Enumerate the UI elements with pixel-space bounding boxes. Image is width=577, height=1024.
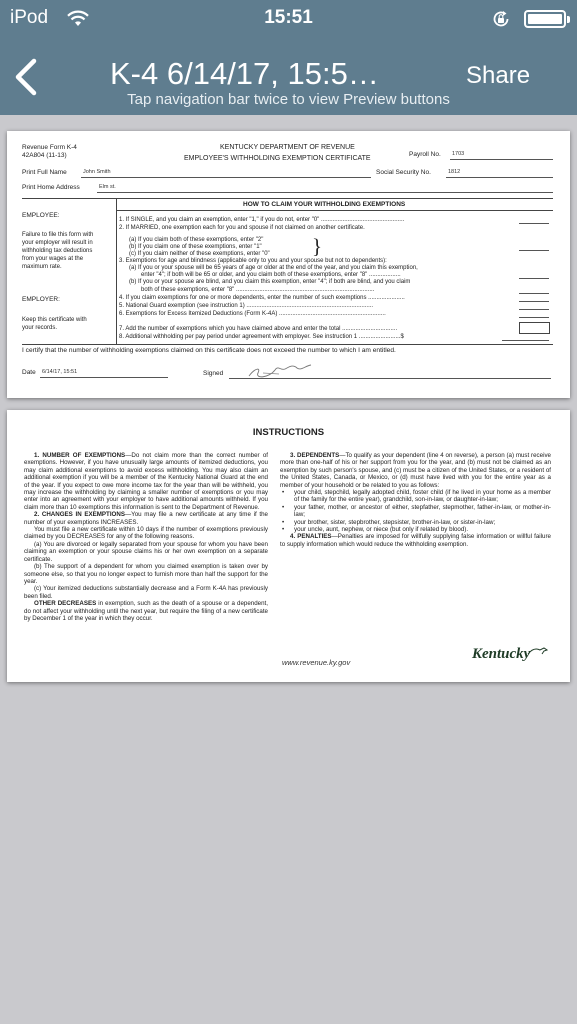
line-3b: (b) If you or your spouse are blind, and you claim this exemption, enter "4"; if both are blind, and you claim bbox=[129, 279, 411, 285]
list-item: • your brother, sister, stepbrother, stepsister, brother-in-law, or sister-in-law; bbox=[280, 519, 551, 526]
ssn-label: Social Security No. bbox=[376, 169, 431, 176]
date-value[interactable]: 6/14/17, 15:51 bbox=[42, 369, 78, 375]
line-8: 8. Additional withholding per pay period under agreement with employer. See instruction 1 .........................$ bbox=[119, 334, 404, 340]
line-2a: (a) If you claim both of these exemptions, enter "2" bbox=[129, 237, 264, 243]
department-name: KENTUCKY DEPARTMENT OF REVENUE bbox=[220, 144, 355, 151]
line-2c: (c) If you claim neither of these exemptions, enter "0" bbox=[129, 251, 270, 257]
line-7: 7. Add the number of exemptions which you have claimed above and enter the total ................................. bbox=[119, 326, 398, 332]
payroll-label: Payroll No. bbox=[409, 151, 441, 158]
navigation-hint: Tap navigation bar twice to view Preview buttons bbox=[127, 91, 450, 108]
list-item: • your child, stepchild, legally adopted child, foster child (if he lived in your home as a member of the family for the entire year), grandchild, son-in-law, or daughter-in-law; bbox=[280, 489, 551, 504]
form-code: Revenue Form K-4 bbox=[22, 144, 77, 151]
line-2: 2. If MARRIED, one exemption each for you and spouse if not claimed on another certificate. bbox=[119, 225, 365, 231]
address-value[interactable]: Elm st. bbox=[99, 184, 116, 190]
document-title[interactable]: K-4 6/14/17, 15:5… bbox=[110, 56, 379, 91]
line-4: 4. If you claim exemptions for one or more dependents, enter the number of such exemptions ...................... bbox=[119, 295, 405, 301]
name-value[interactable]: John Smith bbox=[83, 169, 111, 175]
dependents-list bbox=[280, 489, 551, 533]
instructions-page[interactable] bbox=[7, 410, 570, 682]
line-2b: (b) If you claim one of these exemptions, enter "1" bbox=[129, 244, 262, 250]
signature-image bbox=[245, 359, 315, 381]
navigation-bar[interactable] bbox=[0, 0, 577, 115]
battery-icon bbox=[524, 10, 566, 28]
name-label: Print Full Name bbox=[22, 169, 67, 176]
form-revision: 42A804 (11-13) bbox=[22, 152, 67, 159]
form-subtitle: EMPLOYEE'S WITHHOLDING EXEMPTION CERTIFICATE bbox=[184, 155, 371, 162]
instructions-title: INSTRUCTIONS bbox=[252, 427, 325, 438]
rotation-lock-icon bbox=[491, 9, 511, 29]
line-3: 3. Exemptions for age and blindness (applicable only to you and your spouse but not to dependents): bbox=[119, 258, 387, 264]
line-1: 1. If SINGLE, and you claim an exemption, enter "1," if you do not, enter "0" .................................................. bbox=[119, 217, 405, 223]
status-bar bbox=[0, 0, 577, 38]
payroll-value[interactable]: 1703 bbox=[452, 151, 465, 157]
certification-statement: I certify that the number of withholding exemptions claimed on this certificate does not exceed the number to which I am entitled. bbox=[22, 347, 396, 354]
employer-heading: EMPLOYER: bbox=[22, 296, 60, 303]
share-button[interactable]: Share bbox=[466, 62, 531, 89]
form-page[interactable]: Revenue Form K-4 42A804 (11-13) KENTUCKY DEPARTMENT OF REVENUE EMPLOYEE'S WITHHOLDING EXEMPTION CERTIFICATE Payroll No. 1703 Print Full Name John Smith Social Security No. 1812 Print Home Address Elm st. HOW TO CLAIM YOUR WITHHOLDING EXEMPTIONS EMPLOYEE: Failure to file this form with your employer will result in withholding tax deductions from your wages at the maximum rate. EMPLOYER: Keep this certificate with your records. 1. If SINGLE, and you claim an exemption, enter "1," if you do not, enter "0" .................................................. 2. If MARRIED, one exemption each for you and spouse if not claimed on another certificate. (a) If you claim both of these exemptions, enter "2" (b) If you claim one of these exemptions, enter "1" (c) If you claim neither of these exemptions, enter "0" } 3. Exemptions for age and blindness (applicable only to you and your spouse but not to dependents): (a) If you or your spouse will be 65 years of age or older at the end of the year, and you claim this exemption, enter "4"; if both will be 65 or older, and you claim both of these exemptions, enter "8" ................... (b) If you or your spouse are blind, and you claim this exemption, enter "4"; if both are blind, and you claim both of these exemptions, enter "8" ................................................................................... 4. If you claim exemptions for one or more dependents, enter the number of such exemptions ...................... 5. National Guard exemption (see instruction 1) ............................................................................ 6. Exemptions for Excess Itemized Deductions (Form K-4A) ................................................................ 7. Add the number of exemptions which you have claimed above and enter the total ................................. 8. Additional withholding per pay period under agreement with employer. See instruction 1 .........................$ I certify that the number of withholding exemptions claimed on this certificate does not exceed the number to which I am entitled. Date 6/14/17, 15:51 Signed bbox=[7, 131, 570, 398]
employee-heading: EMPLOYEE: bbox=[22, 212, 60, 219]
line-3a: (a) If you or your spouse will be 65 years of age or older at the end of the year, and you claim this exemption, bbox=[129, 265, 418, 271]
horse-icon bbox=[527, 646, 549, 656]
status-time: 15:51 bbox=[264, 7, 313, 28]
address-label: Print Home Address bbox=[22, 184, 80, 191]
how-to-claim-heading: HOW TO CLAIM YOUR WITHHOLDING EXEMPTIONS bbox=[243, 201, 406, 208]
brace-icon: } bbox=[312, 234, 323, 258]
date-label: Date bbox=[22, 369, 36, 376]
line-5: 5. National Guard exemption (see instruction 1) ............................................................................ bbox=[119, 303, 374, 309]
website-link[interactable]: www.revenue.ky.gov bbox=[282, 658, 351, 667]
total-exemptions-box[interactable] bbox=[519, 322, 550, 334]
line-6: 6. Exemptions for Excess Itemized Deductions (Form K-4A) ................................................................ bbox=[119, 311, 386, 317]
signed-label: Signed bbox=[203, 370, 224, 377]
list-item: • your father, mother, or ancestor of either, stepfather, stepmother, father-in-law, or mother-in-law; bbox=[280, 504, 551, 519]
instructions-right-column: 3. DEPENDENTS—To qualify as your dependent (line 4 on reverse), a person (a) must receive more than one-half of his or her support from you for the year, and (b) must not be claimed as an exemption by such person's spouse, and (c) must be a citizen of the United States, or a resident of the United States, Canada, or Mexico, or (d) must have lived with you for the entire year as a member of your household or be related to you as follows: • your child, stepchild, legally adopted child, foster child (if he lived in your home as a member of the family for the entire year), grandchild, son-in-law, or daughter-in-law; • your father, mother, or ancestor of either, stepfather, stepmother, father-in-law, or mother-in-law; • your brother, sister, stepbrother, stepsister, brother-in-law, or sister-in-law; • your uncle, aunt, nephew, or niece (but only if related by blood). 4. PENALTIES—Penalties are imposed for willfully supplying false information or willful failure to supply information which would reduce the withholding exemption. bbox=[280, 452, 551, 548]
carrier-label: iPod bbox=[10, 7, 49, 28]
kentucky-logo: Kentucky bbox=[472, 646, 531, 662]
instructions-left-column: 1. NUMBER OF EXEMPTIONS—Do not claim more than the correct number of exemptions. However, if you have unusually large amounts of itemized deductions, you may claim additional exemptions to avoid excess withholding. You may also claim an additional exemption if you will be a member of the Kentucky National Guard at the end of the year. If you expect to owe more income tax for the year than will be withheld, you may increase the withholding by claiming a smaller number of exemptions or you may enter into an agreement with your employer to have additional amounts withheld. If you claim more than 10 exemptions this information is sent to the Department of Revenue. 2. CHANGES IN EXEMPTIONS—You may file a new certificate at any time if the number of your exemptions INCREASES. You must file a new certificate within 10 days if the number of exemptions previously claimed by you DECREASES for any of the following reasons. (a) You are divorced or legally separated from your spouse for whom you have been claiming an exemption or your spouse claims his or her own exemption on a separate certificate. (b) The support of a dependent for whom you claimed exemption is taken over by someone else, so that you no longer expect to furnish more than half the support for the year. (c) Your itemized deductions substantially decrease and a Form K-4A has previously been filed. OTHER DECREASES in exemption, such as the death of a spouse or a dependent, do not affect your withholding until the next year, but require the filing of a new certificate by December 1 of the year in which they occur. bbox=[24, 452, 268, 622]
list-item: • your uncle, aunt, nephew, or niece (but only if related by blood). bbox=[280, 526, 551, 533]
ssn-value[interactable]: 1812 bbox=[448, 169, 461, 175]
